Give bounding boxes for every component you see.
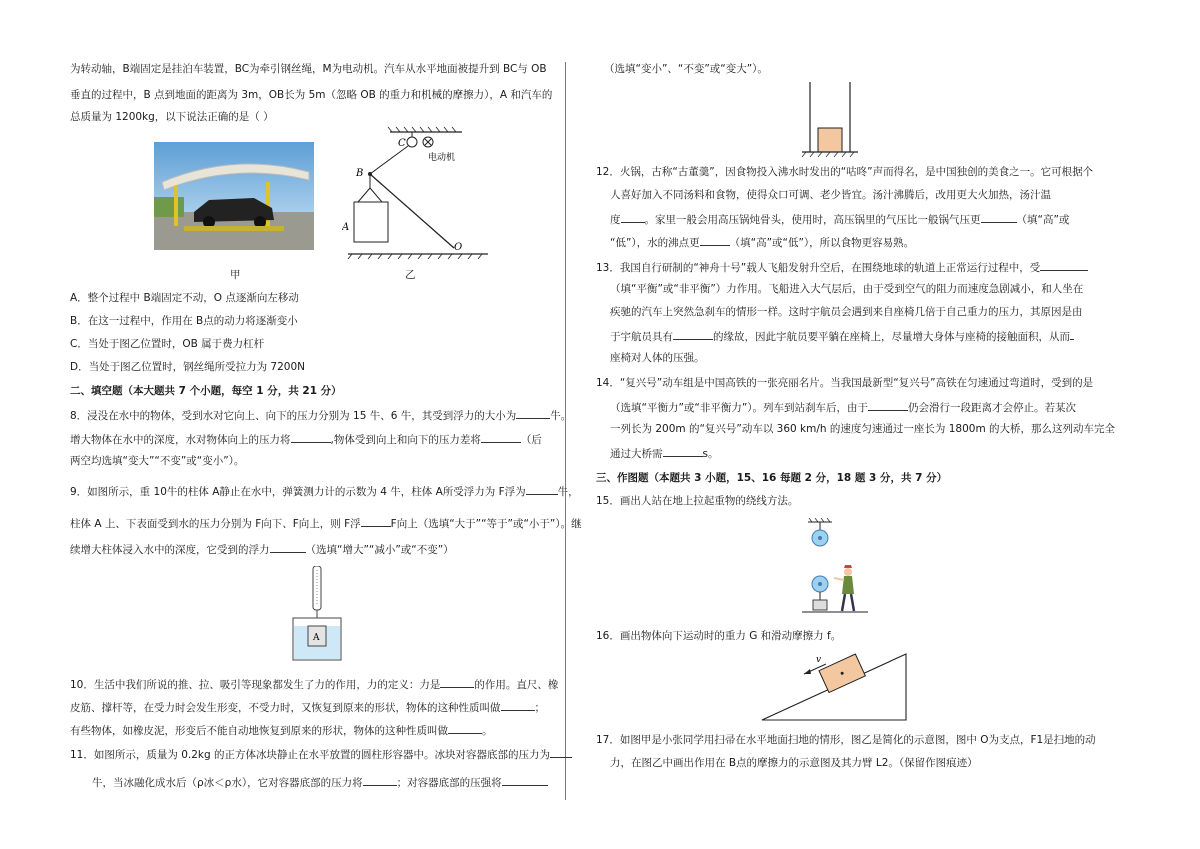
q14-line1: 14．“复兴号”动车组是中国高铁的一张亮丽名片。当我国最新型“复兴号”高铁在匀速通过弯道时，受到的是 [596,377,1094,389]
q13-blank1 [1040,259,1088,271]
q14-line2: （选填“平衡力”或“非平衡力”）。列车到站刹车后，由于 仍会滑行一段距离才会停止。若某次 [610,399,1076,415]
q13-line3: 疾驰的汽车上突然急刹车的情形一样。这时宇航员会遇到来自座椅几倍于自己重力的压力，其原因是由 [610,306,1083,318]
q10-blank2 [501,699,535,711]
q8-line2: 增大物体在水中的深度，水对物体向上的压力将 ,物体受到向上和向下的压力差将 （后 [70,431,542,447]
q12-line4: “低”），水的沸点更 （填“高”或“低”），所以食物更容易熟。 [610,234,914,250]
q11-blank1 [550,746,572,758]
q9-line3: 续增大柱体浸入水中的深度，它受到的浮力 （选填“增大”“减小”或“不变”） [70,541,454,557]
q7-option-d: D．当处于图乙位置时，钢丝绳所受拉力为 7200N [70,361,305,373]
q14-line3: 一列长为 200m 的“复兴号”动车以 360 km/h 的速度匀速通过一座长为 1800m 的大桥，那么这列动车完全 [610,423,1116,435]
q7-option-b: B．在这一过程中，作用在 B点的动力将逐渐变小 [70,315,298,327]
q17-line2: 力，在图乙中画出作用在 B点的摩擦力的示意图及其力臂 L2。（保留作图痕迹） [610,757,978,769]
q9-blank3 [270,541,306,553]
column-divider [565,62,566,800]
q14-blank2 [663,445,703,457]
pulley-person-figure [794,518,874,616]
q13-blank3 [1070,328,1074,340]
q11-continuation: （选填“变小”、“不变”或“变大”）。 [604,63,768,75]
q12-blank2 [981,211,1017,223]
q7-intro-line1: 为转动轴，B端固定是挂泊车装置，BC为牵引钢丝绳，M为电动机。汽车从水平地面被提升到 BC与 OB [70,63,547,75]
q12-blank3 [700,234,730,246]
q8-line3: 两空均选填“变大”“不变”或“变小”）。 [70,455,245,467]
q7-intro-line3: 总质量为 1200kg，以下说法正确的是（ ） [70,111,274,123]
q10-blank1 [440,676,474,688]
q11-line1: 11．如图所示，质量为 0.2kg 的正方体冰块静止在水平放置的圆柱形容器中。冰块对容器底部的压力为 [70,746,572,762]
car-lift-photo [154,142,314,250]
q13-line5: 座椅对人体的压强。 [610,352,705,364]
label-O: O [454,242,463,253]
q8-line1: 8．浸没在水中的物体，受到水对它向上、向下的压力分别为 15 牛、6 牛，其受到浮力的大小为 牛。 [70,407,571,423]
q7-intro-line2: 垂直的过程中，B 点到地面的距离为 3m，OB长为 5m（忽略 OB 的重力和机械的摩擦力），A 和汽车的 [70,89,553,101]
q16-text: 16．画出物体向下运动时的重力 G 和滑动摩擦力 f。 [596,630,842,642]
fig-yi-caption: 乙 [405,269,416,281]
q8-blank3 [481,431,521,443]
q13-line1: 13．我国自行研制的“神舟十号”载人飞船发射升空后，在围绕地球的轨道上正常运行过程中，受 [596,259,1088,275]
q14-line4: 通过大桥需 s。 [610,445,718,461]
label-C: C [398,138,406,149]
q10-blank3 [448,722,482,734]
q7-option-c: C．当处于图乙位置时，OB 属于费力杠杆 [70,338,265,350]
q15-text: 15．画出人站在地上拉起重物的绕线方法。 [596,495,799,507]
q11-blank3 [502,774,548,786]
q8-blank1 [516,407,550,419]
q10-line3: 有些物体，如橡皮泥，形变后不能自动地恢复到原来的形状，物体的这种性质叫做 。 [70,722,493,738]
section-drawing-heading: 三、作图题（本题共 3 小题，15、16 每题 2 分，18 题 3 分，共 7 分） [596,472,948,484]
q9-line2: 柱体 A 上、下表面受到水的压力分别为 F向下、F向上，则 F浮 F向上（选填“大于”“等于”或“小于”）。继 [70,515,582,531]
velocity-label: v [816,655,822,665]
q17-line1: 17．如图甲是小张同学用扫帚在水平地面扫地的情形，图乙是简化的示意图，图中 O为支点，F1是扫地的动 [596,734,1096,746]
section-fill-in-heading: 二、填空题（本大题共 7 个小题，每空 1 分，共 21 分） [70,385,342,397]
q12-line2: 人喜好加入不同汤料和食物，使得众口可调、老少皆宜。汤汁沸腾后，改用更大火加热，汤汁温 [610,189,1051,201]
q13-blank2 [673,328,713,340]
q12-line3: 度 。家里一般会用高压锅炖骨头，使用时，高压锅里的气压比一般锅气压更 （填“高”或 [610,211,1069,227]
lever-diagram [342,126,492,266]
fig-jia-caption: 甲 [230,269,241,281]
container-ice-figure [798,82,862,158]
label-motor: 电动机 [428,153,456,163]
q12-line1: 12．火锅，古称“古董羹”，因食物投入沸水时发出的“咕咚”声而得名，是中国独创的美食之一。它可根据个 [596,166,1094,178]
q9-blank1 [526,483,558,495]
spring-scale-beaker-figure [288,566,348,662]
incline-block-figure [756,650,916,724]
q14-blank1 [868,399,908,411]
q13-line4: 于宇航员具有 的缘故，因此宇航员要平躺在座椅上，尽量增大身体与座椅的接触面积，从而 [610,328,1074,344]
q7-option-a: A．整个过程中 B端固定不动，O 点逐渐向左移动 [70,292,299,304]
label-A: A [342,222,350,233]
q9-blank2 [361,515,391,527]
q11-blank2 [363,774,397,786]
q8-blank2 [291,431,331,443]
q10-line2: 皮筋、撑杆等，在受力时会发生形变，不受力时，又恢复到原来的形状，物体的这种性质叫做 ； [70,699,545,715]
q13-line2: （填“平衡”或“非平衡”）力作用。飞船进入大气层后，由于受到空气的阻力而速度急剧减小，和人坐在 [610,283,1084,295]
block-A-label: A [313,633,320,643]
q12-blank1 [621,211,645,223]
q9-line1: 9．如图所示，重 10牛的柱体 A静止在水中，弹簧测力计的示数为 4 牛，柱体 A所受浮力为 F浮为 牛， [70,483,579,499]
q11-line2: 牛，当冰融化成水后（ρ冰＜ρ水），它对容器底部的压力将 ；对容器底部的压强将 [70,774,548,790]
label-B: B [356,168,364,179]
q10-line1: 10．生活中我们所说的推、拉、吸引等现象都发生了力的作用，力的定义：力是 的作用。直尺、橡 [70,676,558,692]
